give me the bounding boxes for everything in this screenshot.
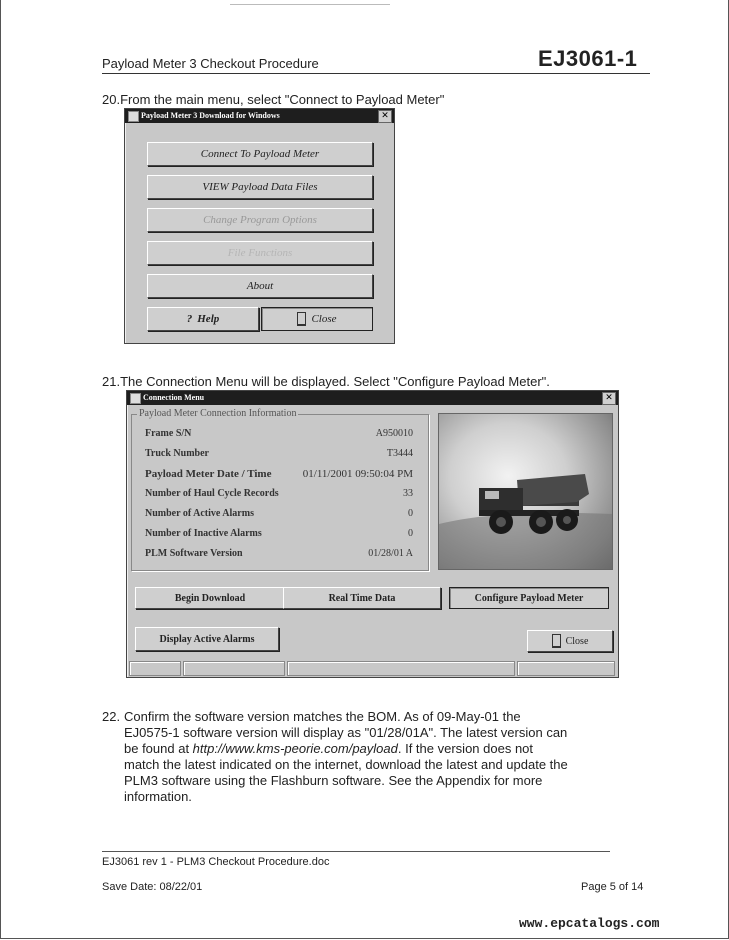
close-icon[interactable]: ✕ <box>602 392 616 405</box>
app-icon <box>128 111 139 122</box>
display-active-alarms-button[interactable]: Display Active Alarms <box>135 627 279 651</box>
connection-menu-titlebar <box>127 391 618 405</box>
text: be found at <box>124 741 193 756</box>
payload-url-link[interactable]: http://www.kms-peorie.com/payload <box>192 741 398 756</box>
step-22-line <box>124 741 624 757</box>
step-22 <box>102 709 120 725</box>
connect-to-payload-meter-button[interactable]: Connect To Payload Meter <box>147 142 373 166</box>
step-number: 20. <box>102 92 121 107</box>
truck-number-value: T3444 <box>386 448 413 459</box>
main-menu-titlebar <box>125 109 394 123</box>
door-icon <box>297 312 306 326</box>
date-time-value: 01/11/2001 09:50:04 PM <box>302 468 413 480</box>
file-functions-button[interactable]: File Functions <box>147 241 373 265</box>
haul-truck-photo <box>438 413 613 570</box>
step-21 <box>102 374 550 390</box>
step-22-line: PLM3 software using the Flashburn software. See the Appendix for more <box>124 773 543 788</box>
document-code: EJ3061-1 <box>538 46 638 71</box>
haul-cycle-value: 33 <box>403 488 413 499</box>
status-cell <box>129 661 181 676</box>
inactive-alarms-value: 0 <box>408 528 413 539</box>
active-alarms-value: 0 <box>408 508 413 519</box>
close-button[interactable] <box>261 307 373 331</box>
configure-payload-meter-button[interactable]: Configure Payload Meter <box>449 587 609 609</box>
step-text: From the main menu, select "Connect to Payload Meter" <box>120 92 445 107</box>
step-22-line: EJ0575-1 software version will display as "01/28/01A". The latest version can <box>124 725 568 740</box>
connection-menu-window <box>126 390 619 678</box>
app-icon <box>130 393 141 404</box>
footer-save-date: Save Date: 08/22/01 <box>102 881 203 893</box>
about-button[interactable]: About <box>147 274 373 298</box>
status-cell <box>183 661 285 676</box>
truck-number-label: Truck Number <box>145 448 209 459</box>
help-icon: ? <box>186 313 193 325</box>
door-icon <box>552 634 561 648</box>
step-number: 21. <box>102 374 121 389</box>
view-payload-data-files-button[interactable]: VIEW Payload Data Files <box>147 175 373 199</box>
connection-close-button[interactable] <box>527 630 613 652</box>
step-22-line: information. <box>124 789 192 804</box>
close-label: Close <box>565 635 589 647</box>
step-text: The Connection Menu will be displayed. Select "Configure Payload Meter". <box>120 374 550 389</box>
step-22-line: match the latest indicated on the internet, download the latest and update the <box>124 757 568 772</box>
watermark: www.epcatalogs.com <box>519 916 660 931</box>
step-22-text <box>124 709 624 805</box>
step-20 <box>102 92 444 108</box>
connection-info-label: Payload Meter Connection Information <box>139 408 297 419</box>
haul-cycle-label: Number of Haul Cycle Records <box>145 488 279 499</box>
software-version-label: PLM Software Version <box>145 548 243 559</box>
status-bar <box>127 661 618 676</box>
help-button[interactable] <box>147 307 259 331</box>
truck-icon <box>439 414 612 569</box>
software-version-value: 01/28/01 A <box>368 548 413 559</box>
change-program-options-button[interactable]: Change Program Options <box>147 208 373 232</box>
connection-menu-title: Connection Menu <box>143 393 205 402</box>
scan-mark <box>230 4 390 5</box>
frame-sn-label: Frame S/N <box>145 428 192 439</box>
main-menu-title: Payload Meter 3 Download for Windows <box>141 111 280 120</box>
help-label: Help <box>197 313 220 325</box>
begin-download-button[interactable]: Begin Download <box>135 587 285 609</box>
close-label: Close <box>311 313 337 325</box>
status-cell <box>287 661 515 676</box>
step-number: 22. <box>102 709 121 724</box>
date-time-label: Payload Meter Date / Time <box>145 468 272 480</box>
real-time-data-button[interactable]: Real Time Data <box>283 587 441 609</box>
main-menu-window <box>124 108 395 344</box>
text: . If the version does not <box>397 741 534 756</box>
footer-page-number: Page 5 of 14 <box>581 881 644 893</box>
status-cell <box>517 661 615 676</box>
active-alarms-label: Number of Active Alarms <box>145 508 254 519</box>
header-rule <box>102 73 650 74</box>
document-title: Payload Meter 3 Checkout Procedure <box>102 56 319 71</box>
step-22-line: Confirm the software version matches the BOM. As of 09-May-01 the <box>124 709 521 724</box>
footer-doc-name: EJ3061 rev 1 - PLM3 Checkout Procedure.doc <box>102 856 330 868</box>
inactive-alarms-label: Number of Inactive Alarms <box>145 528 262 539</box>
frame-sn-value: A950010 <box>375 428 413 439</box>
close-icon[interactable]: ✕ <box>378 110 392 123</box>
footer-rule <box>102 851 610 852</box>
